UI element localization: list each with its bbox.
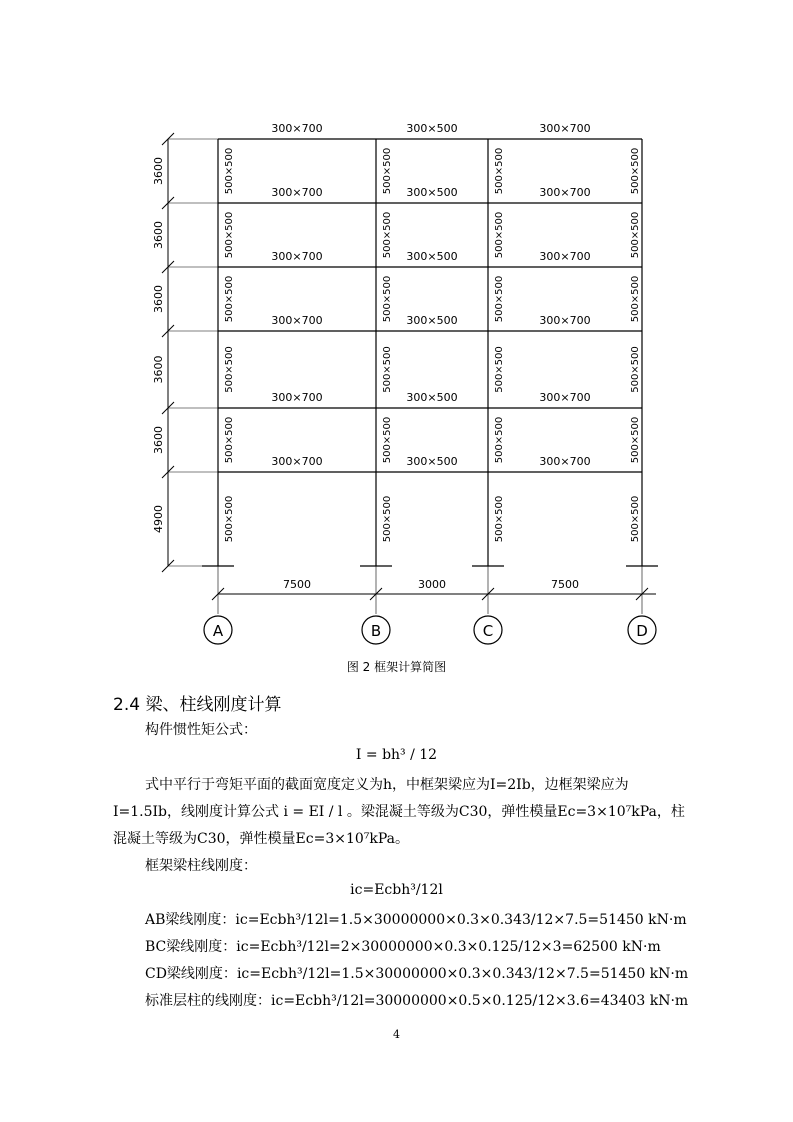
calc-column-expr: ic=Ecbh³/12l=30000000×0.5×0.125/12×3.6=43403 kN·m — [271, 993, 689, 1009]
calc-bc-expr: ic=Ecbh³/12l=2×30000000×0.3×0.125/12×3=62500 kN·m — [236, 939, 661, 955]
paragraph-line-2: I=1.5Ib，线刚度计算公式 i = EI / l 。梁混凝土等级为C30，弹性模量Ec=3×10⁷kPa，柱 — [113, 804, 685, 820]
story-height-label: 3600 — [152, 355, 165, 384]
beam-label: 300×700 — [271, 314, 323, 327]
calc-ab-label: AB梁线刚度： — [145, 912, 236, 928]
beam-label: 300×700 — [539, 314, 591, 327]
column-label: 500×500 — [494, 147, 505, 195]
calc-bc-label: BC梁线刚度： — [145, 939, 237, 955]
stiffness-formula — [0, 882, 793, 898]
column-label: 500×500 — [382, 275, 393, 323]
figure-caption: 图 2 框架计算简图 — [346, 660, 447, 674]
column-label: 500×500 — [494, 416, 505, 464]
beam-label: 300×700 — [271, 391, 323, 404]
axis-label: A — [212, 622, 224, 640]
paragraph-line-3: 混凝土等级为C30，弹性模量Ec=3×10⁷kPa。 — [113, 831, 410, 847]
column-label: 500×500 — [630, 275, 641, 323]
section-heading: 2.4 梁、柱线刚度计算 — [113, 695, 282, 715]
beam-label: 300×700 — [271, 186, 323, 199]
beam-label: 300×500 — [406, 250, 458, 263]
column-label: 500×500 — [382, 147, 393, 195]
axis-label: B — [370, 622, 382, 640]
column-label: 500×500 — [382, 346, 393, 393]
column-label: 500×500 — [382, 211, 393, 259]
story-height-label: 3600 — [152, 221, 165, 249]
column-label: 500×500 — [494, 346, 505, 393]
column-label: 500×500 — [630, 495, 641, 543]
column-label: 500×500 — [630, 346, 641, 393]
column-label: 500×500 — [494, 275, 505, 323]
span-dim-label: 7500 — [283, 578, 311, 591]
beam-label: 300×500 — [406, 455, 458, 468]
axis-label: D — [636, 622, 648, 640]
column-label: 500×500 — [630, 147, 641, 195]
axis-label: C — [482, 622, 494, 640]
beam-label: 300×700 — [271, 250, 323, 263]
beam-label: 300×700 — [539, 391, 591, 404]
column-label: 500×500 — [224, 211, 235, 259]
span-dim-label: 3000 — [418, 578, 446, 591]
column-label: 500×500 — [382, 495, 393, 543]
column-label: 500×500 — [630, 211, 641, 259]
beam-label: 300×700 — [539, 122, 591, 135]
column-label: 500×500 — [224, 147, 235, 195]
beam-label: 300×500 — [406, 122, 458, 135]
calc-cd — [145, 963, 688, 985]
calc-column — [145, 990, 688, 1012]
beam-label: 300×700 — [271, 455, 323, 468]
stiffness-formula-text: ic=Ecbh³/12l — [350, 882, 443, 898]
beam-label: 300×700 — [539, 186, 591, 199]
column-label: 500×500 — [630, 416, 641, 464]
span-dim-label: 7500 — [551, 578, 579, 591]
calc-cd-label: CD梁线刚度： — [145, 966, 237, 982]
beam-label: 300×700 — [539, 455, 591, 468]
calc-ab-expr: ic=Ecbh³/12l=1.5×30000000×0.3×0.343/12×7.5=51450 kN·m — [235, 912, 687, 928]
column-label: 500×500 — [382, 416, 393, 464]
beam-label: 300×500 — [406, 391, 458, 404]
inertia-formula — [0, 747, 793, 763]
story-height-label: 4900 — [152, 505, 165, 533]
beam-label: 300×700 — [539, 250, 591, 263]
inertia-intro: 构件惯性矩公式： — [145, 722, 257, 738]
beam-label: 300×500 — [406, 186, 458, 199]
stiffness-intro: 框架梁柱线刚度： — [145, 858, 257, 874]
column-label: 500×500 — [494, 495, 505, 543]
column-label: 500×500 — [224, 416, 235, 464]
calc-cd-expr: ic=Ecbh³/12l=1.5×30000000×0.3×0.343/12×7.5=51450 kN·m — [236, 966, 689, 982]
column-label: 500×500 — [224, 346, 235, 393]
calc-bc — [145, 936, 661, 958]
paragraph-line-1: 式中平行于弯矩平面的截面宽度定义为h，中框架梁应为I=2Ib，边框架梁应为 — [145, 777, 629, 793]
page-number: 4 — [393, 1028, 400, 1041]
beam-label: 300×500 — [406, 314, 458, 327]
story-height-label: 3600 — [152, 157, 165, 185]
beam-label: 300×700 — [271, 122, 323, 135]
story-height-label: 3600 — [152, 426, 165, 454]
column-label: 500×500 — [224, 275, 235, 323]
column-label: 500×500 — [224, 495, 235, 543]
story-height-label: 3600 — [152, 285, 165, 313]
column-label: 500×500 — [494, 211, 505, 259]
calc-ab — [145, 909, 687, 931]
calc-column-label: 标准层柱的线刚度： — [145, 993, 271, 1009]
inertia-formula-text: I = bh³ / 12 — [355, 747, 438, 763]
